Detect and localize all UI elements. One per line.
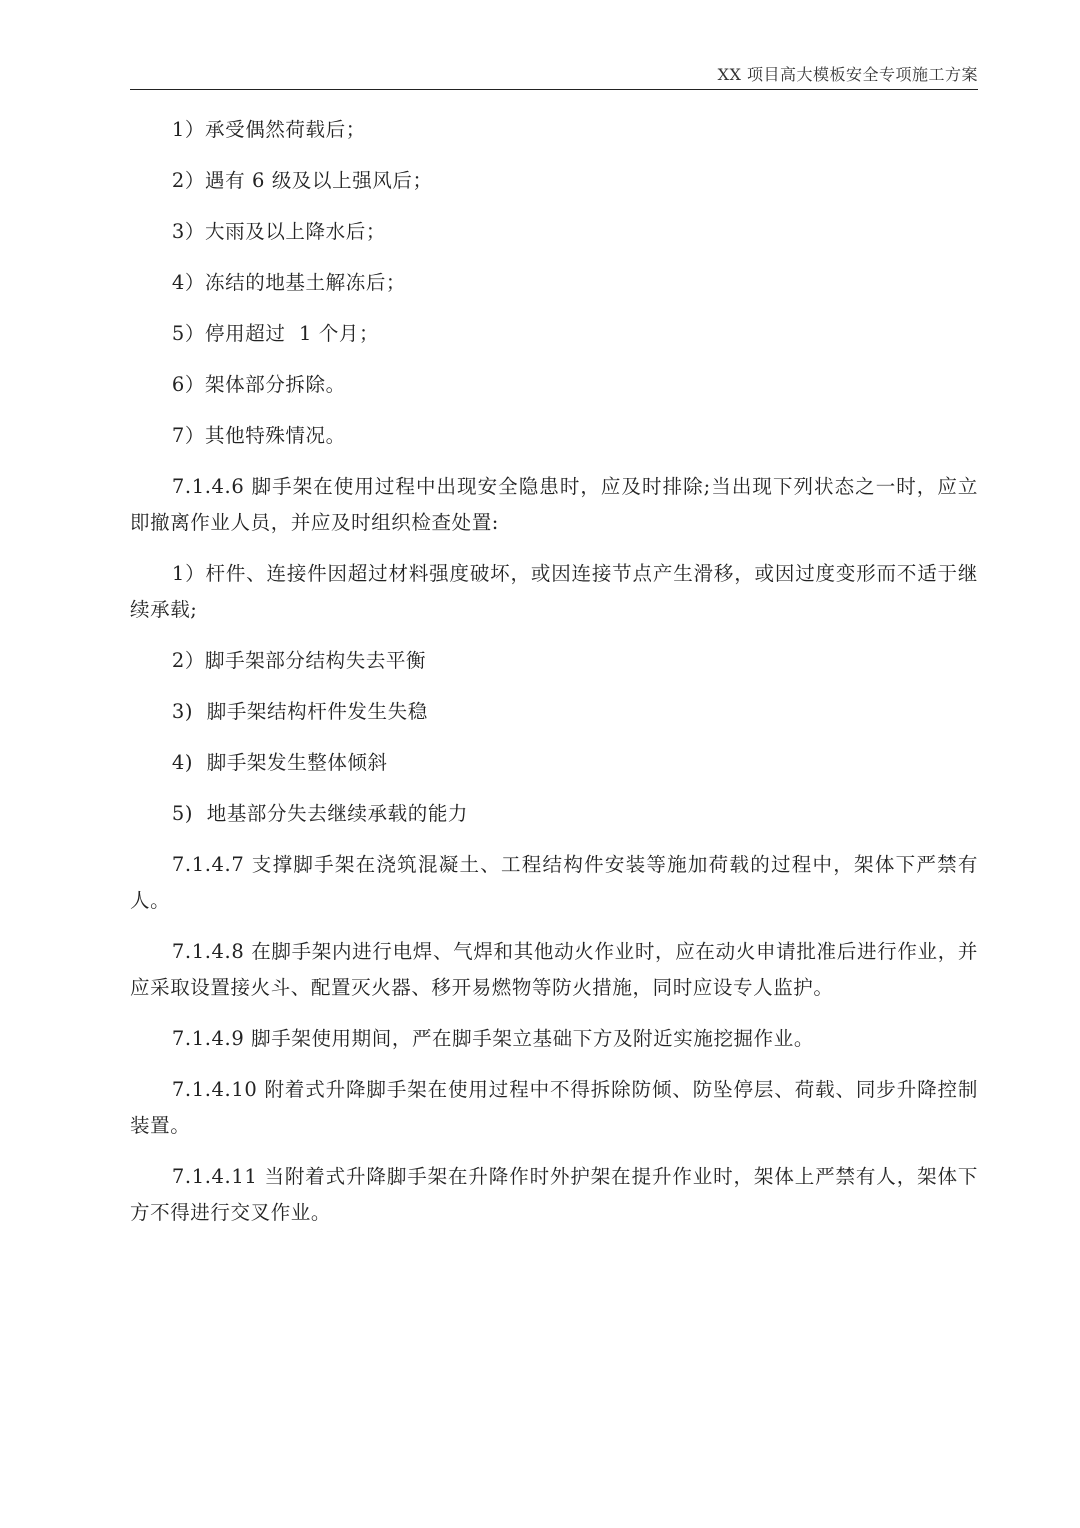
list-item: 5) 地基部分失去继续承载的能力 xyxy=(171,802,469,825)
clause-7-1-4-8: 7.1.4.8 在脚手架内进行电焊、气焊和其他动火作业时，应在动火申请批准后进行作业，并应采取设置接火斗、配置灭火器、移开易燃物等防火措施，同时应设专人监护。 xyxy=(130,940,978,999)
list-item: 5）停用超过 1 个月； xyxy=(171,322,380,345)
running-header: XX 项目高大模板安全专项施工方案 xyxy=(717,65,978,84)
list-item: 3）大雨及以上降水后； xyxy=(171,220,386,243)
list-item: 4) 脚手架发生整体倾斜 xyxy=(171,751,388,774)
list-item: 3) 脚手架结构杆件发生失稳 xyxy=(171,700,428,723)
clause-7-1-4-6: 7.1.4.6 脚手架在使用过程中出现安全隐患时，应及时排除;当出现下列状态之一时，应立即撤离作业人员，并应及时组织检查处置: xyxy=(130,475,978,534)
header-divider xyxy=(130,89,978,90)
list-item: 2）脚手架部分结构失去平衡 xyxy=(171,649,427,672)
list-item: 2）遇有 6 级及以上强风后； xyxy=(171,169,433,192)
clause-7-1-4-9: 7.1.4.9 脚手架使用期间，严在脚手架立基础下方及附近实施挖掘作业。 xyxy=(171,1027,814,1050)
list-item: 7）其他特殊情况。 xyxy=(171,424,346,447)
list-item: 4）冻结的地基土解冻后； xyxy=(171,271,407,294)
clause-7-1-4-11: 7.1.4.11 当附着式升降脚手架在升降作时外护架在提升作业时，架体上严禁有人，架体下方不得进行交叉作业。 xyxy=(130,1165,978,1224)
list-item: 1）承受偶然荷载后； xyxy=(171,118,366,141)
clause-7-1-4-7: 7.1.4.7 支撑脚手架在浇筑混凝土、工程结构件安装等施加荷载的过程中，架体下严禁有人。 xyxy=(130,853,978,912)
list-item: 6）架体部分拆除。 xyxy=(171,373,346,396)
document-body xyxy=(130,112,978,1246)
list-item: 1）杆件、连接件因超过材料强度破坏，或因连接节点产生滑移，或因过度变形而不适于继续承载; xyxy=(130,562,978,621)
clause-7-1-4-10: 7.1.4.10 附着式升降脚手架在使用过程中不得拆除防倾、防坠停层、荷载、同步升降控制装置。 xyxy=(130,1078,978,1137)
